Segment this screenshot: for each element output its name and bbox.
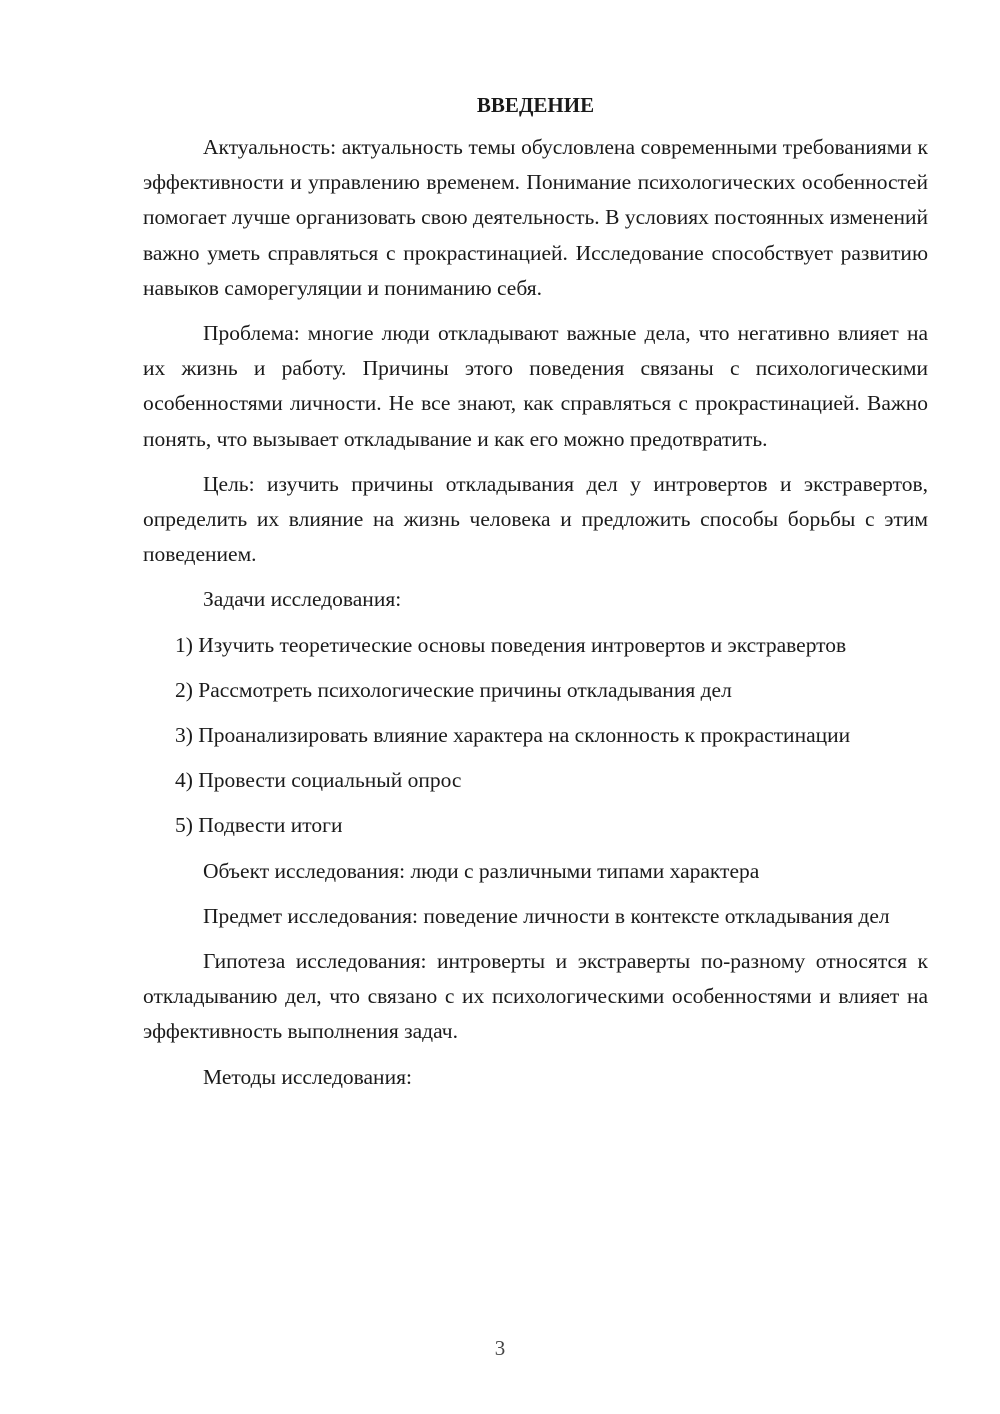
task-item-3: 3) Проанализировать влияние характера на склонность к прокрастинации bbox=[175, 723, 851, 748]
paragraph-hypothesis: Гипотеза исследования: интроверты и экстраверты по-разному относятся к откладыванию дел, что связано с их психологическими особенностями и влияет на эффективность выполнения задач. bbox=[143, 949, 928, 1044]
section-heading: ВВЕДЕНИЕ bbox=[476, 93, 595, 117]
paragraph-problem: Проблема: многие люди откладывают важные дела, что негативно влияет на их жизнь и работу. Причины этого поведения связаны с психологическими особенностями личности. Не все знают, как справляться с прокрастинацией. Важно понять, что вызывает откладывание и как его можно предотвратить. bbox=[143, 321, 928, 451]
page-number: 3 bbox=[494, 1336, 506, 1360]
task-item-5: 5) Подвести итоги bbox=[175, 813, 343, 838]
paragraph-relevance: Актуальность: актуальность темы обусловлена современными требованиями к эффективности и управлению временем. Понимание психологических особенностей помогает лучше организовать свою деятельность. В условиях постоянных изменений важно уметь справляться с прокрастинацией. Исследование способствует развитию навыков саморегуляции и пониманию себя. bbox=[143, 135, 928, 300]
paragraph-goal: Цель: изучить причины откладывания дел у интровертов и экстравертов, определить их влияние на жизнь человека и предложить способы борьбы с этим поведением. bbox=[143, 471, 928, 567]
task-item-4: 4) Провести социальный опрос bbox=[175, 768, 462, 793]
task-item-1: 1) Изучить теоретические основы поведения интровертов и экстравертов bbox=[175, 632, 847, 657]
task-item-2: 2) Рассмотреть психологические причины откладывания дел bbox=[175, 677, 732, 702]
tasks-heading: Задачи исследования: bbox=[203, 587, 402, 612]
paragraph-subject: Предмет исследования: поведение личности в контексте откладывания дел bbox=[203, 903, 890, 928]
document-page bbox=[143, 90, 928, 1105]
paragraph-object: Объект исследования: люди с различными типами характера bbox=[203, 858, 760, 883]
paragraph-methods: Методы исследования: bbox=[203, 1064, 412, 1089]
